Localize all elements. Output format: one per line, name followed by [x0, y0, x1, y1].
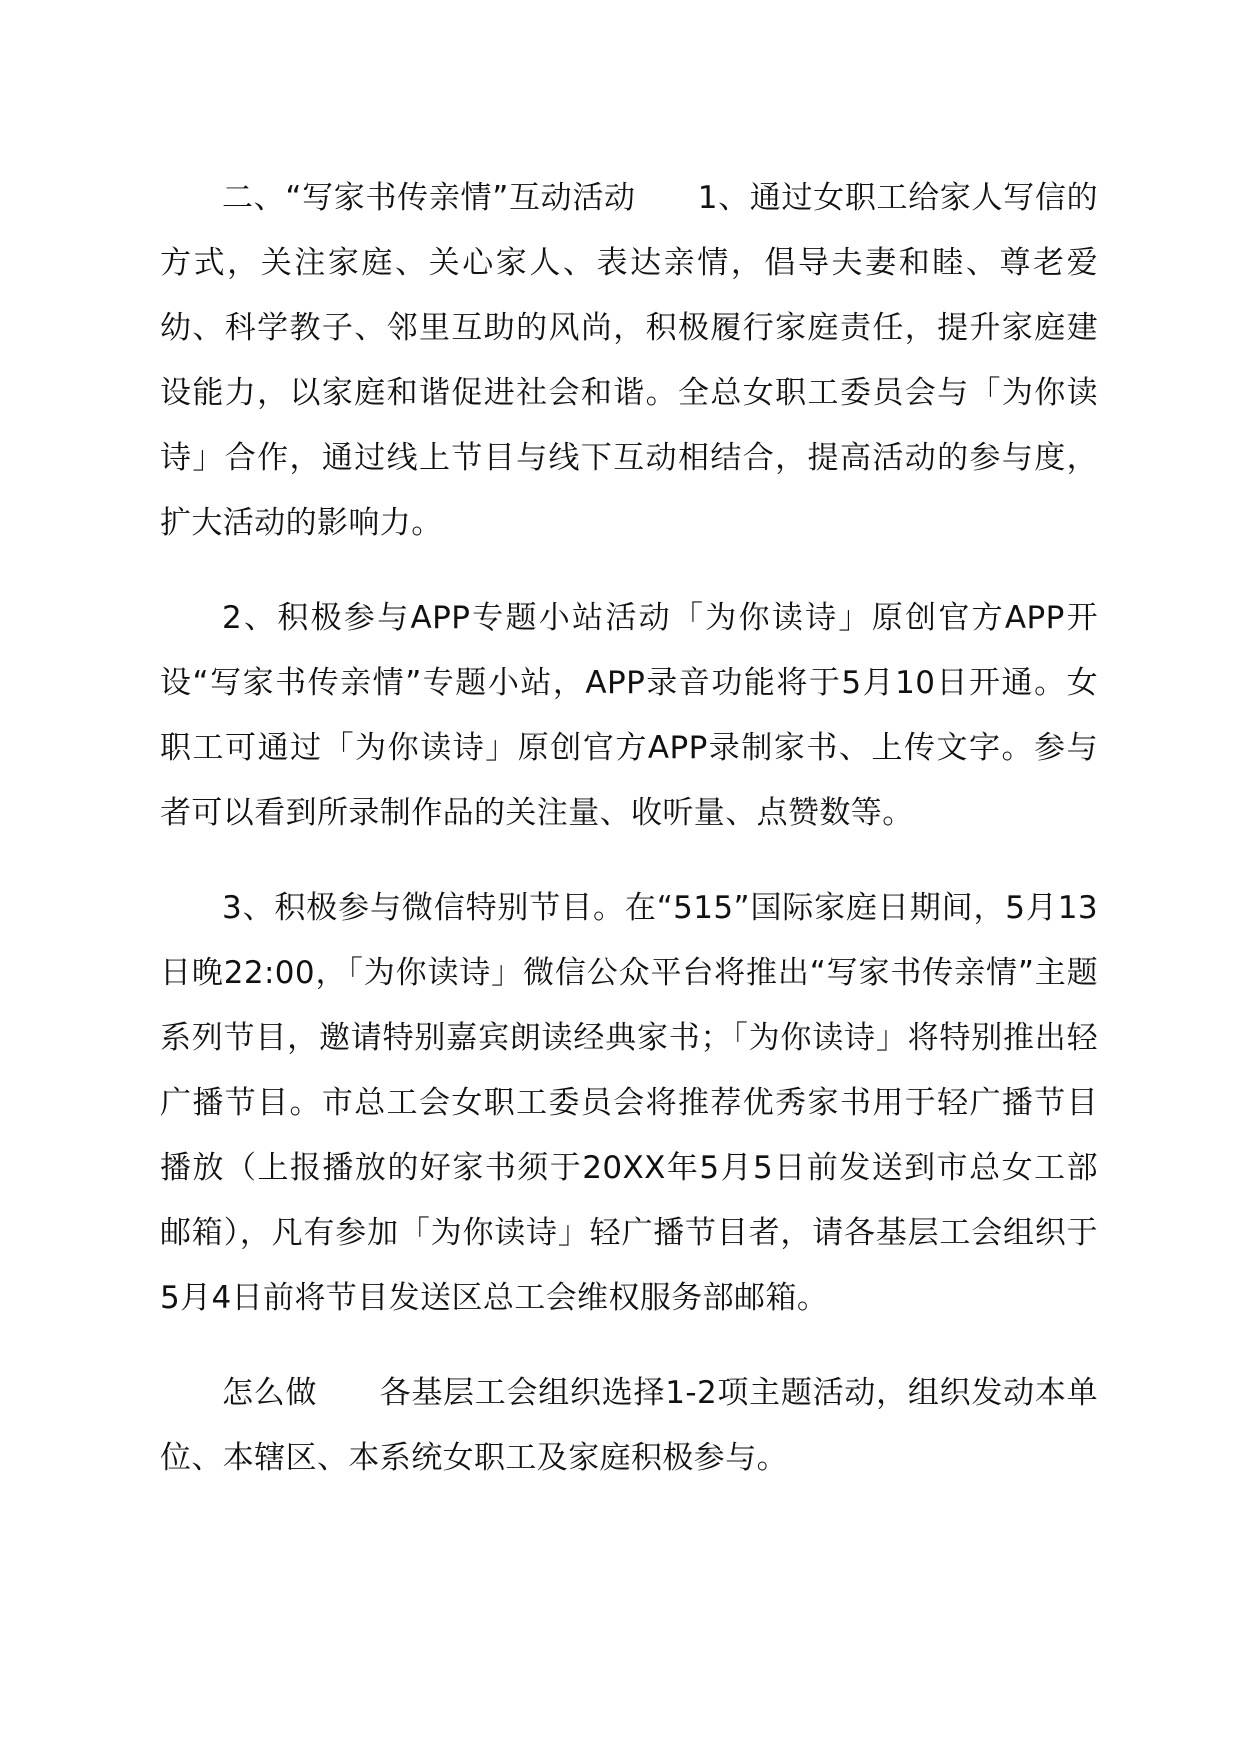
section-heading-family-letters: 二、“写家书传亲情”互动活动: [222, 180, 636, 216]
paragraph-text: 3、积极参与微信特别节目。在“515”国际家庭日期间，5月13日晚22:00，「为你读诗」微信公众平台将推出“写家书传亲情”主题系列节目，邀请特别嘉宾朗读经典家书；「为你读诗」将特别推出轻广播节目。市总工会女职工委员会将推荐优秀家书用于轻广播节目播放（上报播放的好家书须于20XX年5月5日前发送到市总女工部邮箱），凡有参加「为你读诗」轻广播节目者，请各基层工会组织于5月4日前将节目发送区总工会维权服务部邮箱。: [160, 890, 1098, 1316]
paragraph-text: 各基层工会组织选择1-2项主题活动，组织发动本单位、本辖区、本系统女职工及家庭积极参与。: [160, 1375, 1098, 1476]
paragraph-how-to: [160, 1361, 1098, 1491]
paragraph-activity-1: [160, 166, 1098, 556]
paragraph-activity-2: [160, 586, 1098, 846]
paragraph-text: 1、通过女职工给家人写信的方式，关注家庭、关心家人、表达亲情，倡导夫妻和睦、尊老爱幼、科学教子、邻里互助的风尚，积极履行家庭责任，提升家庭建设能力，以家庭和谐促进社会和谐。全总女职工委员会与「为你读诗」合作，通过线上节目与线下互动相结合，提高活动的参与度，扩大活动的影响力。: [160, 180, 1099, 541]
paragraph-activity-3: [160, 876, 1098, 1331]
paragraph-text: 2、积极参与APP专题小站活动「为你读诗」原创官方APP开设“写家书传亲情”专题小站，APP录音功能将于5月10日开通。女职工可通过「为你读诗」原创官方APP录制家书、上传文字。参与者可以看到所录制作品的关注量、收听量、点赞数等。: [160, 600, 1098, 831]
section-heading-how-to: 怎么做: [222, 1375, 318, 1411]
document-body: [160, 166, 1098, 1491]
